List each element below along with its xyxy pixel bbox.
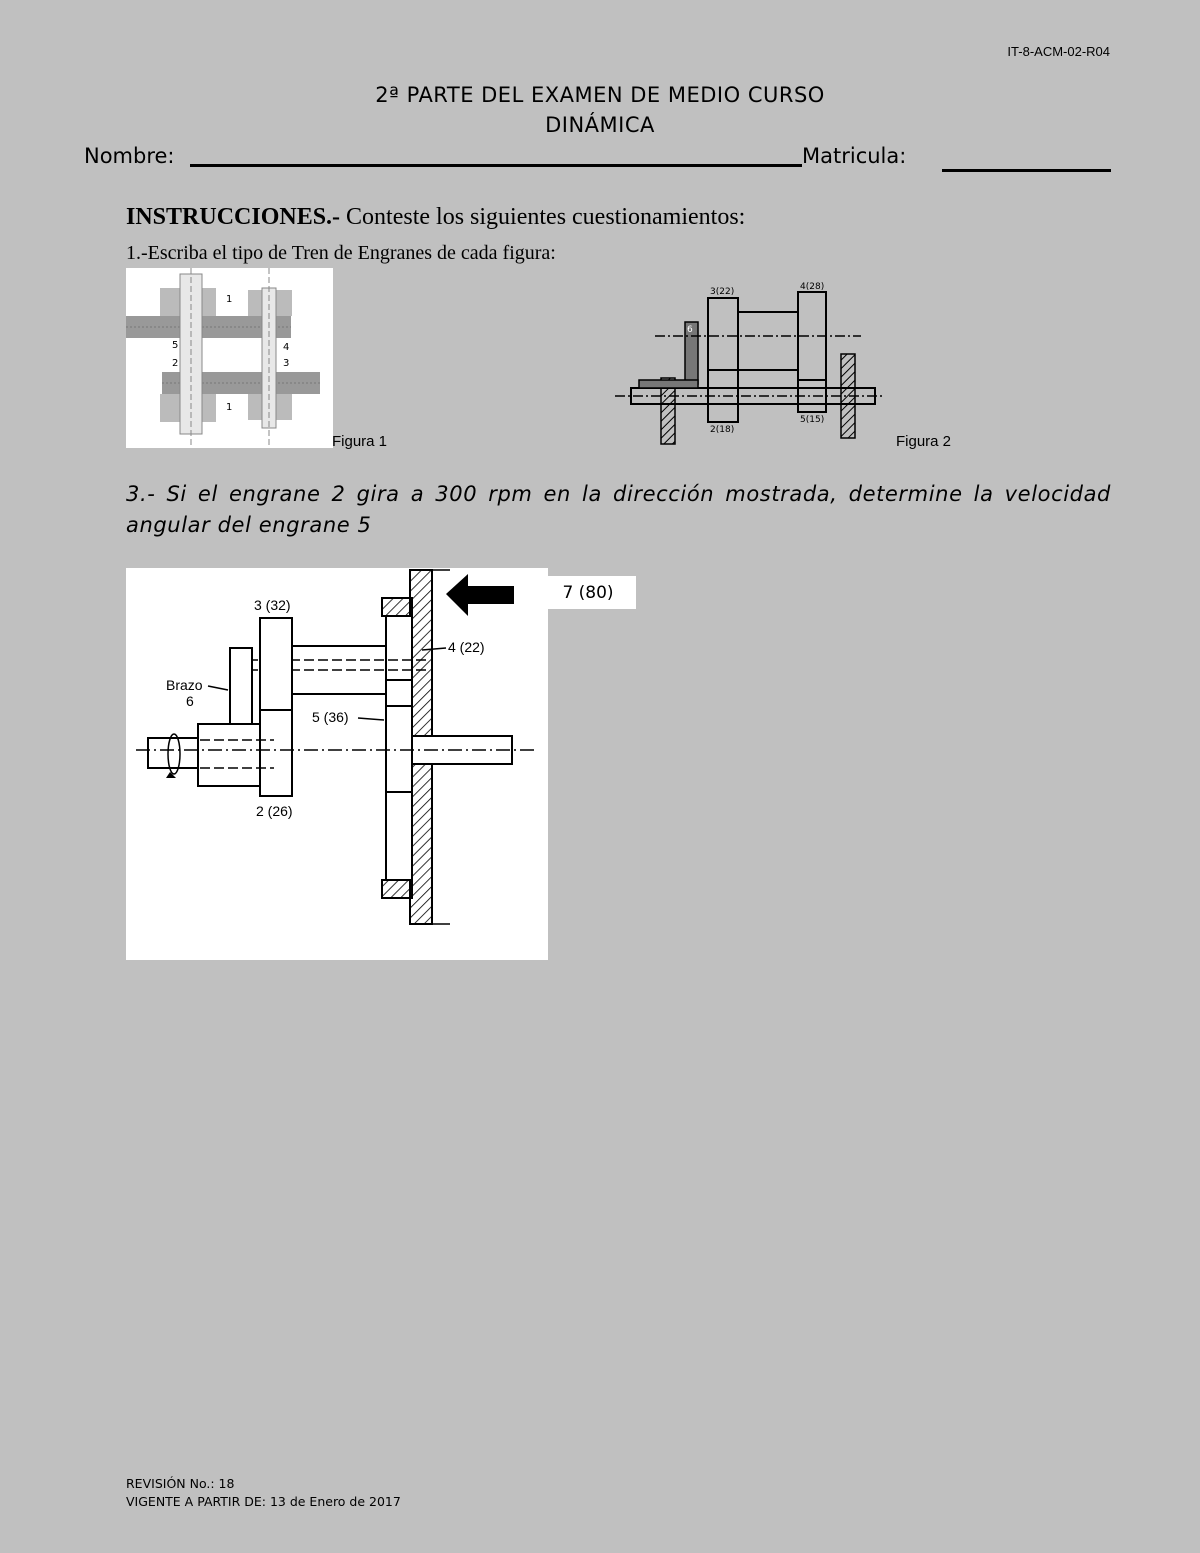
instructions-heading: INSTRUCCIONES.- (126, 204, 341, 230)
figure2-label: Figura 2 (896, 433, 952, 450)
question1-text: 1.-Escriba el tipo de Tren de Engranes de cada figura: (126, 242, 556, 264)
instructions (126, 204, 745, 231)
arm-label: Brazo (166, 677, 203, 693)
fig2-label-6: 6 (687, 325, 693, 335)
name-label: Nombre: (84, 144, 175, 168)
fig1-number: 1 (226, 294, 233, 305)
fig2-label-3: 3(22) (710, 287, 735, 297)
fig1-number: 4 (283, 342, 290, 353)
fig2-label-5: 5(15) (800, 415, 825, 425)
matricula-field[interactable] (942, 169, 1111, 172)
gear3-label: 3 (32) (254, 597, 291, 613)
gear2-label: 2 (26) (256, 803, 293, 819)
footer-revision: REVISIÓN No.: 18 (126, 1476, 235, 1491)
instructions-text: Conteste los siguientes cuestionamientos: (340, 204, 746, 230)
document-code: IT-8-ACM-02-R04 (1007, 44, 1110, 59)
fig1-number: 3 (283, 358, 290, 369)
footer-vigente: VIGENTE A PARTIR DE: 13 de Enero de 2017 (126, 1494, 401, 1509)
figure2-image (615, 280, 885, 450)
ring-gear-label: 7 (80) (540, 576, 636, 609)
arm-number: 6 (186, 693, 194, 709)
subject-title: DINÁMICA (545, 113, 655, 137)
fig1-number: 1 (226, 402, 233, 413)
gear5-label: 5 (36) (312, 709, 349, 725)
question3-figure (126, 568, 548, 960)
matricula-label: Matricula: (802, 144, 907, 168)
fig2-label-2: 2(18) (710, 425, 735, 435)
fig2-label-4: 4(28) (800, 282, 825, 292)
figure1-image (126, 268, 333, 448)
name-field[interactable] (190, 164, 802, 167)
figure1-label: Figura 1 (332, 433, 388, 450)
exam-title: 2ª PARTE DEL EXAMEN DE MEDIO CURSO (375, 83, 825, 107)
question3-text: 3.- Si el engrane 2 gira a 300 rpm en la dirección mostrada, determine la velocidad angular del engrane 5 (126, 482, 1111, 537)
fig1-number: 2 (172, 358, 179, 369)
gear4-label: 4 (22) (448, 639, 485, 655)
fig1-number: 5 (172, 340, 179, 351)
